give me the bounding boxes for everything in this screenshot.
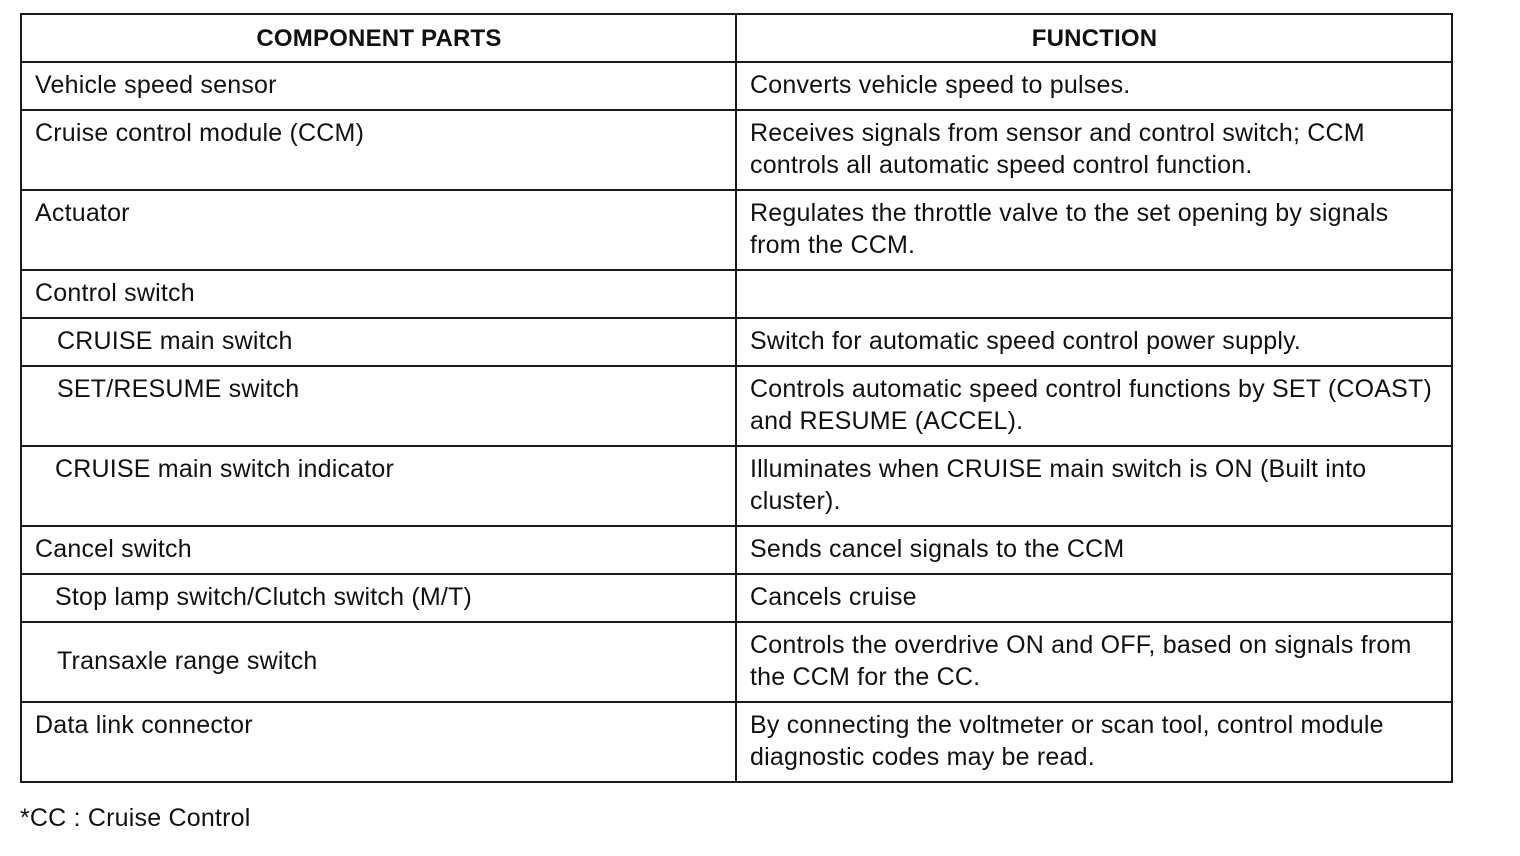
table-row bbox=[21, 702, 1452, 782]
component-cell: Transaxle range switch bbox=[21, 622, 736, 702]
function-cell: Controls the overdrive ON and OFF, based on signals from the CCM for the CC. bbox=[736, 622, 1452, 702]
function-cell: Regulates the throttle valve to the set opening by signals from the CCM. bbox=[736, 190, 1452, 270]
table-row bbox=[21, 622, 1452, 702]
component-cell: Vehicle speed sensor bbox=[21, 62, 736, 110]
table-row bbox=[21, 110, 1452, 190]
component-cell: Stop lamp switch/Clutch switch (M/T) bbox=[21, 574, 736, 622]
component-function-table bbox=[20, 13, 1453, 783]
table-row bbox=[21, 574, 1452, 622]
function-cell: Illuminates when CRUISE main switch is ON (Built into cluster). bbox=[736, 446, 1452, 526]
table-row bbox=[21, 318, 1452, 366]
header-component-parts: COMPONENT PARTS bbox=[21, 14, 736, 62]
function-cell: Receives signals from sensor and control switch; CCM controls all automatic speed control function. bbox=[736, 110, 1452, 190]
function-cell: Converts vehicle speed to pulses. bbox=[736, 62, 1452, 110]
component-cell: Actuator bbox=[21, 190, 736, 270]
table-row bbox=[21, 270, 1452, 318]
component-cell: Cruise control module (CCM) bbox=[21, 110, 736, 190]
table-row bbox=[21, 366, 1452, 446]
component-cell: SET/RESUME switch bbox=[21, 366, 736, 446]
function-cell: Sends cancel signals to the CCM bbox=[736, 526, 1452, 574]
function-cell: By connecting the voltmeter or scan tool, control module diagnostic codes may be read. bbox=[736, 702, 1452, 782]
component-cell: CRUISE main switch bbox=[21, 318, 736, 366]
table-row bbox=[21, 190, 1452, 270]
header-function: FUNCTION bbox=[736, 14, 1452, 62]
table-header-row bbox=[21, 14, 1452, 62]
component-cell: Cancel switch bbox=[21, 526, 736, 574]
component-cell: Data link connector bbox=[21, 702, 736, 782]
table-row bbox=[21, 62, 1452, 110]
footnote: *CC : Cruise Control bbox=[20, 804, 251, 832]
function-cell bbox=[736, 270, 1452, 318]
table-row bbox=[21, 446, 1452, 526]
component-cell: CRUISE main switch indicator bbox=[21, 446, 736, 526]
function-cell: Controls automatic speed control functions by SET (COAST) and RESUME (ACCEL). bbox=[736, 366, 1452, 446]
function-cell: Switch for automatic speed control power supply. bbox=[736, 318, 1452, 366]
component-cell: Control switch bbox=[21, 270, 736, 318]
table-row bbox=[21, 526, 1452, 574]
function-cell: Cancels cruise bbox=[736, 574, 1452, 622]
